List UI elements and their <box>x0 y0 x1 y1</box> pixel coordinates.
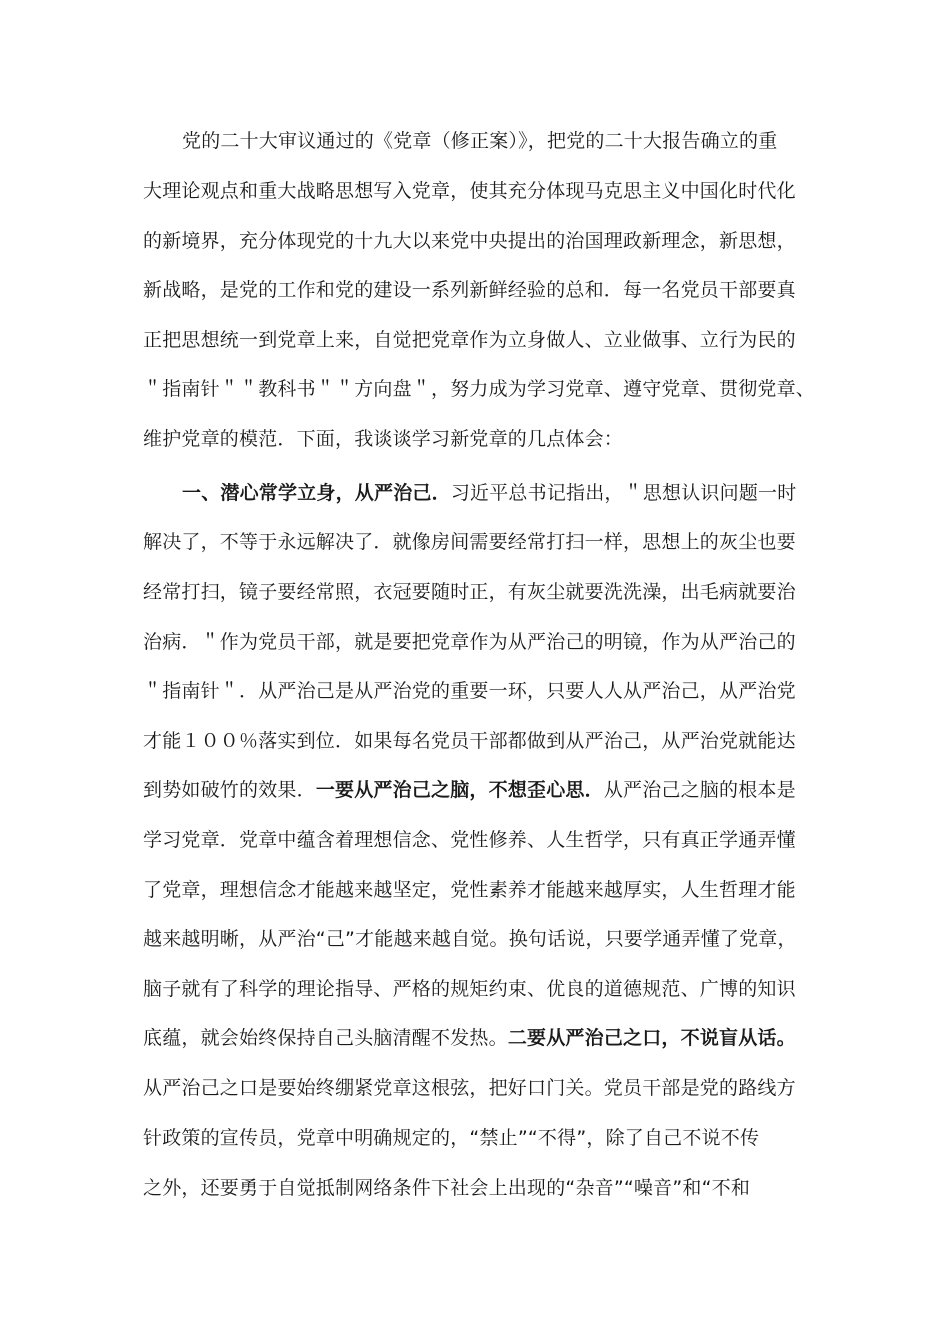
paragraph-line: 正把思想统一到党章上来，自觉把党章作为立身做人、立业做事、立行为民的 <box>143 329 796 351</box>
subheading: 一要从严治己之脑，不想歪心思． <box>315 779 604 801</box>
section-heading-line <box>182 480 796 506</box>
paragraph-text: 习近平总书记指出，＂思想认识问题一时 <box>450 482 797 504</box>
paragraph-text: 到势如破竹的效果． <box>143 779 316 801</box>
paragraph-line: 了党章，理想信念才能越来越坚定，党性素养才能越来越厚实，人生哲理才能 <box>143 879 796 901</box>
subheading: 二要从严治己之口，不说盲从话。 <box>507 1027 796 1049</box>
paragraph-line: 大理论观点和重大战略思想写入党章，使其充分体现马克思主义中国化时代化 <box>143 180 796 202</box>
paragraph-text: 底蕴，就会始终保持自己头脑清醒不发热。 <box>143 1027 508 1049</box>
paragraph-line: 脑子就有了科学的理论指导、严格的规矩约束、优良的道德规范、广博的知识 <box>143 978 796 1000</box>
section-heading: 一、潜心常学立身，从严治己． <box>182 482 451 504</box>
paragraph-line: 从严治己之口是要始终绷紧党章这根弦，把好口门关。党员干部是党的路线方 <box>143 1077 796 1099</box>
paragraph-text: 从严治己之脑的根本是 <box>603 779 796 801</box>
paragraph-line <box>143 777 796 803</box>
paragraph-line: 治病．＂作为党员干部，就是要把党章作为从严治己的明镜，作为从严治己的 <box>143 631 796 653</box>
paragraph-line: 之外，还要勇于自觉抵制网络条件下社会上出现的“杂音”“噪音”和“不和 <box>143 1177 751 1199</box>
paragraph-line: 党的二十大审议通过的《党章（修正案）》，把党的二十大报告确立的重 <box>182 130 778 152</box>
paragraph-line: ＂指南针＂．从严治己是从严治党的重要一环，只要人人从严治己，从严治党 <box>143 680 796 702</box>
paragraph-line: 解决了，不等于永远解决了．就像房间需要经常打扫一样，思想上的灰尘也要 <box>143 531 796 553</box>
paragraph-line: 才能１００％落实到位．如果每名党员干部都做到从严治己，从严治党就能达 <box>143 730 796 752</box>
paragraph-line: 针政策的宣传员，党章中明确规定的，“禁止”“不得”，除了自己不说不传 <box>143 1127 760 1149</box>
paragraph-line: 维护党章的模范．下面，我谈谈学习新党章的几点体会： <box>143 428 624 450</box>
paragraph-line: 学习党章．党章中蕴含着理想信念、党性修养、人生哲学，只有真正学通弄懂 <box>143 829 796 851</box>
paragraph-line: 经常打扫，镜子要经常照，衣冠要随时正，有灰尘就要洗洗澡，出毛病就要治 <box>143 581 796 603</box>
paragraph-line: 新战略，是党的工作和党的建设一系列新鲜经验的总和．每一名党员干部要真 <box>143 279 796 301</box>
paragraph-line: ＂指南针＂＂教科书＂＂方向盘＂，努力成为学习党章、遵守党章、贯彻党章、 <box>143 378 816 400</box>
paragraph-line: 的新境界，充分体现党的十九大以来党中央提出的治国理政新理念，新思想， <box>143 230 796 252</box>
paragraph-line: 越来越明晰，从严治“己”才能越来越自觉。换句话说，只要学通弄懂了党章， <box>143 928 797 950</box>
paragraph-line <box>143 1025 796 1051</box>
